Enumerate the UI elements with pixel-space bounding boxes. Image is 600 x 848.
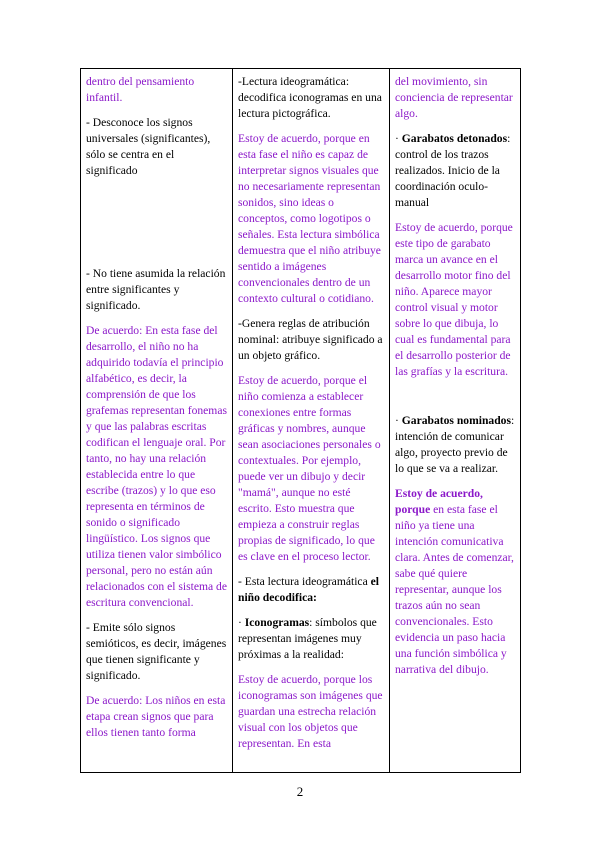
paragraph: del movimiento, sin conciencia de representar algo. xyxy=(395,75,513,120)
blank-space xyxy=(86,188,227,266)
bold-text: Garabatos detonados xyxy=(401,132,508,145)
paragraph: - Desconoce los signos universales (significantes), sólo se centra en el significado xyxy=(86,116,211,177)
paragraph xyxy=(395,413,515,477)
bold-text: Garabatos nominados xyxy=(401,414,511,427)
table-column-3 xyxy=(390,69,520,772)
bullet: · xyxy=(395,132,402,145)
paragraph xyxy=(395,131,515,211)
blank-space xyxy=(395,389,515,413)
bullet: · xyxy=(395,414,402,427)
table-column-2 xyxy=(233,69,390,772)
paragraph: - Emite sólo signos semióticos, es decir, imágenes que tienen significante y significado. xyxy=(86,621,227,682)
paragraph: Estoy de acuerdo, porque el niño comienza a establecer conexiones entre formas gráficas y nombres, aunque sean asociaciones personales o contextuales. Por ejemplo, puede ver un dibujo y decir "mamá", aunque no esté escrito. Esto muestra que empieza a construir reglas propias de significado, lo que es clave en el proceso lector. xyxy=(238,374,381,563)
paragraph: Estoy de acuerdo, porque los iconogramas son imágenes que guardan una estrecha relación visual con los objetos que representan. En esta xyxy=(238,673,383,750)
text-run: : control de los trazos realizados. Inicio de la coordinación oculo-manual xyxy=(395,132,511,209)
text-run: : intención de comunicar algo, proyecto previo de lo que se va a realizar. xyxy=(395,414,515,475)
paragraph: Estoy de acuerdo, porque este tipo de garabato marca un avance en el desarrollo motor fino del niño. Aparece mayor control visual y motor sobre lo que dibuja, lo cual es fundamental para el desarrollo posterior de las grafías y la escritura. xyxy=(395,221,513,378)
text-run: - Esta lectura ideogramática xyxy=(238,575,371,588)
content-table xyxy=(80,68,521,773)
table-column-1 xyxy=(81,69,233,772)
bold-text: el niño decodifica: xyxy=(238,575,379,604)
paragraph xyxy=(238,615,384,663)
text-run: : símbolos que representan imágenes muy próximas a la realidad: xyxy=(238,616,377,661)
paragraph: -Genera reglas de atribución nominal: atribuye significado a un objeto gráfico. xyxy=(238,317,383,362)
paragraph: - No tiene asumida la relación entre significantes y significado. xyxy=(86,267,226,312)
page-number: 2 xyxy=(296,784,304,799)
paragraph: De acuerdo: Los niños en esta etapa crean signos que para ellos tienen tanto forma xyxy=(86,694,226,739)
paragraph: dentro del pensamiento infantil. xyxy=(86,75,195,104)
paragraph: Estoy de acuerdo, porque en esta fase el niño es capaz de interpretar signos visuales que no necesariamente representan sonidos, sino ideas o conceptos, como logotipos o señales. Esta lectura simbólica demuestra que el niño atribuye sentido a imágenes convencionales dentro de un contexto cultural o cotidiano. xyxy=(238,132,381,305)
paragraph: -Lectura ideogramática: decodifica iconogramas en una lectura pictográfica. xyxy=(238,75,382,120)
paragraph xyxy=(238,574,384,606)
bold-text: Estoy de acuerdo, porque xyxy=(395,487,483,516)
bullet: · xyxy=(238,616,245,629)
paragraph: De acuerdo: En esta fase del desarrollo, el niño no ha adquirido todavía el principio alfabético, es decir, la comprensión de que los grafemas representan fonemas y que las palabras escritas codifican el lenguaje oral. Por tanto, no hay una relación establecida entre lo que escribe (trazos) y lo que eso representa en términos de sonido o significado lingüístico. Los signos que utiliza tienen valor simbólico personal, pero no están aún relacionados con el sistema de escritura convencional. xyxy=(86,324,228,609)
paragraph xyxy=(395,486,515,678)
text-run: en esta fase el niño ya tiene una intención comunicativa clara. Antes de comenzar, sabe qué quiere representar, aunque los trazos aún no sean convencionales. Esto evidencia un paso hacia una función simbólica y narrativa del dibujo. xyxy=(395,503,514,676)
bold-text: Iconogramas xyxy=(244,616,310,629)
